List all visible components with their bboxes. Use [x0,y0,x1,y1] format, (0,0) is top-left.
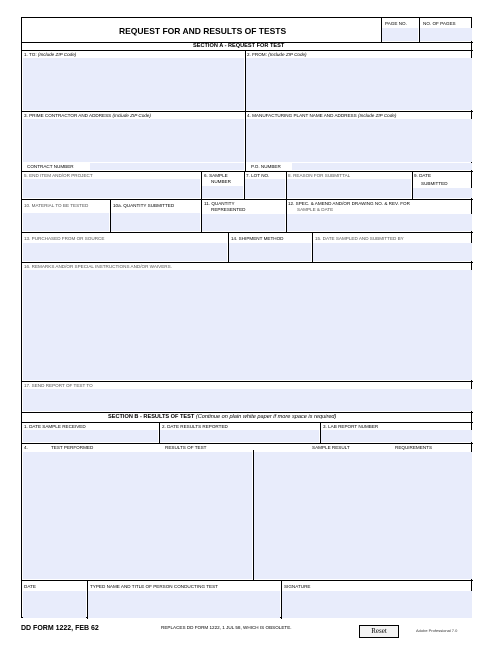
sample-number-label-1: 6. SAMPLE [204,173,228,178]
date-reported-field[interactable] [160,430,319,442]
sample-number-field[interactable] [202,186,243,198]
results-field[interactable] [254,452,472,579]
from-label: 2. FROM: (Include ZIP Code) [247,52,307,57]
reset-button[interactable]: Reset [359,625,399,638]
to-field[interactable] [23,58,244,110]
date-field[interactable] [23,591,86,618]
date-label: DATE [24,584,36,589]
date-received-field[interactable] [23,430,158,442]
quantity-submitted-label: 10a. QUANTITY SUBMITTED [113,203,175,208]
send-report-label: 17. SEND REPORT OF TEST TO [24,383,93,388]
section-b-heading: SECTION B - RESULTS OF TEST (Continue on plain white paper if more space is required) [108,414,337,420]
manufacturing-plant-field[interactable] [246,119,472,162]
contract-number-field[interactable] [90,163,244,170]
date-reported-label: 2. DATE RESULTS REPORTED [162,424,228,429]
signature-label: SIGNATURE [284,584,311,589]
material-field[interactable] [23,213,109,231]
manufacturing-plant-label: 4. MANUFACTURING PLANT NAME AND ADDRESS (Include ZIP Code) [247,113,397,118]
sample-number-label-2: NUMBER [211,179,231,184]
shipment-method-field[interactable] [229,243,311,261]
prime-contractor-field[interactable] [23,119,244,162]
spec-label-1: 12. SPEC. & AMEND AND/OR DRAWING NO. & REV. FOR [288,201,410,206]
end-item-label: 5. END ITEM AND/OR PROJECT [24,173,93,178]
requirements-header: REQUIREMENTS [395,445,433,450]
end-item-field[interactable] [23,179,200,198]
software-note: Adobe Professional 7.0 [416,628,458,633]
prime-contractor-label: 3. PRIME CONTRACTOR AND ADDRESS (Include ZIP Code) [24,113,151,118]
no-of-pages-field[interactable] [420,28,472,41]
signature-field[interactable] [282,591,472,618]
date-received-label: 1. DATE SAMPLE RECEIVED [24,424,86,429]
spec-label-2: SAMPLE & DATE [297,207,334,212]
test-performed-field[interactable] [23,452,252,579]
purchased-from-field[interactable] [23,243,227,261]
typed-name-label: TYPED NAME AND TITLE OF PERSON CONDUCTING TEST [90,584,218,589]
replaces-note: REPLACES DD FORM 1222, 1 JUL 58, WHICH IS OBSOLETE. [161,625,292,630]
contract-number-label: CONTRACT NUMBER [27,164,74,169]
results-of-test-header: RESULTS OF TEST [165,445,207,450]
page-no-label: PAGE NO. [385,21,407,26]
sample-result-header: SAMPLE RESULT [312,445,350,450]
po-number-label: P.O. NUMBER [251,164,281,169]
section-a-heading: SECTION A - REQUEST FOR TEST [193,43,285,49]
remarks-label: 16. REMARKS AND/OR SPECIAL INSTRUCTIONS AND/OR WAIVERS. [24,264,172,269]
date-submitted-field[interactable] [413,188,472,198]
reason-label: 8. REASON FOR SUBMITTAL [288,173,351,178]
reason-field[interactable] [287,179,411,198]
form-id: DD FORM 1222, FEB 62 [21,625,99,632]
quantity-submitted-field[interactable] [111,213,200,231]
no-of-pages-label: NO. OF PAGES [423,21,456,26]
dd-form-1222 [21,17,472,618]
quantity-represented-label-2: REPRESENTED [211,207,246,212]
form-title: REQUEST FOR AND RESULTS OF TESTS [119,26,287,36]
send-report-field[interactable] [23,389,472,411]
from-field[interactable] [246,58,472,110]
lab-report-number-field[interactable] [321,430,472,442]
shipment-method-label: 14. SHIPMENT METHOD [231,236,284,241]
test-performed-header: TEST PERFORMED [51,445,94,450]
material-label: 10. MATERIAL TO BE TESTED [24,203,89,208]
remarks-field[interactable] [23,270,472,380]
page-no-field[interactable] [382,28,418,41]
date-submitted-label-1: 9. DATE [414,173,432,178]
spec-field[interactable] [287,214,472,231]
po-number-field[interactable] [292,163,472,170]
to-label: 1. TO: (Include ZIP Code) [24,52,77,57]
lot-no-field[interactable] [245,179,285,198]
date-submitted-label-2: SUBMITTED [421,181,448,186]
date-sampled-label: 15. DATE SAMPLED AND SUBMITTED BY [315,236,404,241]
quantity-represented-field[interactable] [202,214,285,231]
quantity-represented-label-1: 11. QUANTITY [204,201,235,206]
lot-no-label: 7. LOT NO. [246,173,270,178]
typed-name-field[interactable] [88,591,280,618]
purchased-from-label: 13. PURCHASED FROM OR SOURCE [24,236,105,241]
lab-report-number-label: 3. LAB REPORT NUMBER [323,424,379,429]
results-column-number: 4. [24,445,28,450]
date-sampled-field[interactable] [313,243,472,261]
